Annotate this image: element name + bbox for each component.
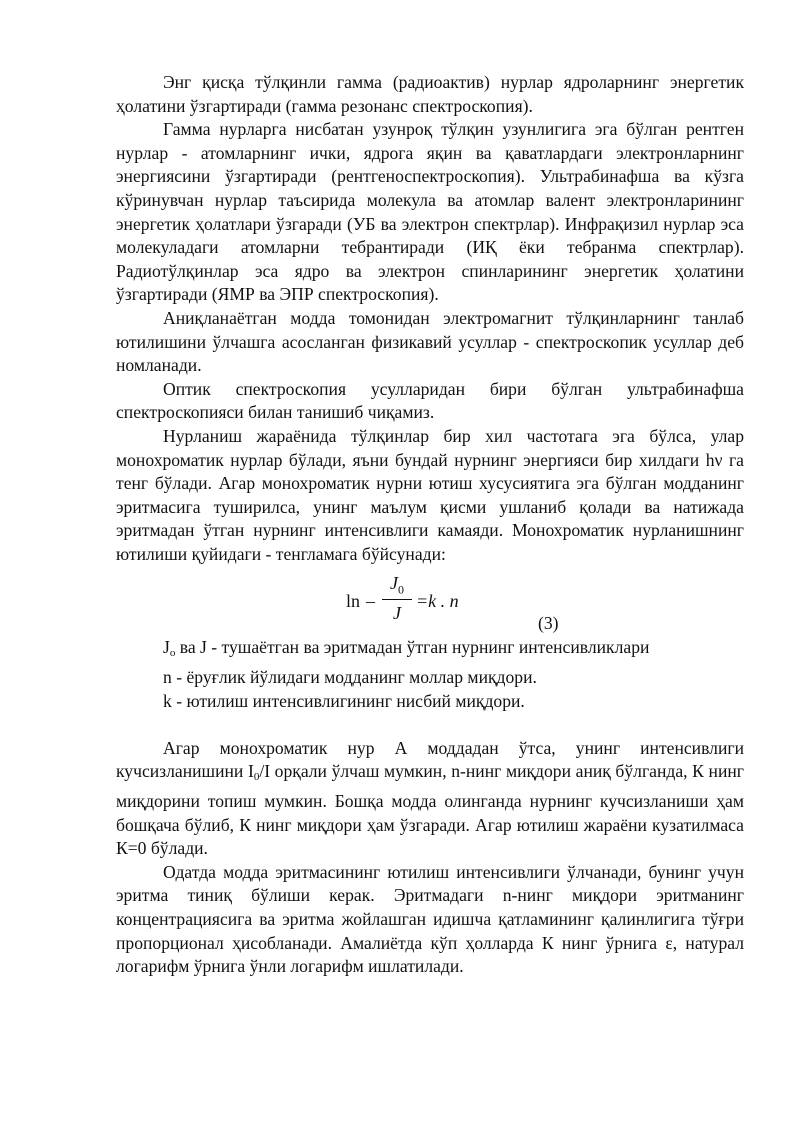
paragraph-gamma: Энг қисқа тўлқинли гамма (радиоактив) нурлар ядроларнинг энергетик ҳолатини ўзгартиради (гамма резонанс спектроскопия). — [116, 72, 744, 116]
formula-minus: – — [366, 591, 375, 612]
definition-j: $J_o$ ва J - тушаётган ва эритмадан ўтган нурнинг интенсивликлари — [163, 637, 650, 660]
formula-rhs: =k . n — [416, 591, 459, 612]
formula-denominator: J — [393, 603, 401, 624]
paragraph-xray: Гамма нурларга нисбатан узунроқ тўлқин узунлигига эга бўлган рентген нурлар - атомларнинг ички, ядрога яқин ва қаватлардаги электронларнинг энергиясини ўзгартиради (рентгеноспектроскопия). Ультрабинафша ва кўзга кўринувчан нурлар таъсирида молекула ва атомлар валент электронларининг энергетик ҳолатлари ўзгаради (УБ ва электрон спектрлар). Инфрақизил нурлар эса молекуладаги атомларни тебрантиради (ИҚ ёки тебранма спектрлар). Радиотўлқинлар эса ядро ва электрон спинларининг энергетик ҳолатини ўзгартиради (ЯМР ва ЭПР спектроскопия). — [116, 119, 744, 305]
formula-ln: ln — [346, 591, 361, 612]
paragraph-attenuation: Агар монохроматик нур А моддадан ўтса, унинг интенсивлиги кучсизланишини $I_0/I$ орқали ўлчаш мумкин, n-нинг миқдори аниқ бўлганда, К нинг миқдорини топиш мумкин. Бошқа модда олинганда нурнинг кучсизланиши ҳам бошқача бўлиб, К нинг миқдори ҳам ўзгаради. Агар ютилиш жараёни кузатилмаса К=0 бўлади. — [116, 737, 744, 859]
paragraph-definition: Аниқланаётган модда томонидан электромагнит тўлқинларнинг танлаб ютилишини ўлчашга асосланган физикавий усуллар - спектроскопик усуллар деб номланади. — [116, 307, 744, 376]
blank-line — [116, 713, 744, 737]
paragraph-measurement: Одатда модда эритмасининг ютилиш интенсивлиги ўлчанади, бунинг учун эритма тиниқ бўлиши керак. Эритмадаги n-нинг миқдори эритманинг концентрациясига ва эритма жойлашган идишча қатламининг қалинлигига тўғри пропорционал ҳисобланади. Амалиётда кўп ҳолларда К нинг ўрнига ε, натурал логарифм ўрнига ўнли логарифм ишлатилади. — [116, 861, 744, 977]
paragraph-uv-intro: Оптик спектроскопия усулларидан бири бўлган ультрабинафша спектроскопияси билан танишиб чиқамиз. — [116, 378, 744, 423]
fraction-bar — [382, 599, 412, 600]
document-page — [116, 71, 744, 979]
equation-number: (3) — [538, 613, 559, 634]
definition-k: k - ютилиш интенсивлигининг нисбий миқдори. — [163, 690, 525, 711]
equation-3 — [116, 566, 744, 636]
definition-n: n - ёруғлик йўлидаги модданинг моллар миқдори. — [163, 667, 537, 688]
formula-numerator: $J_0$ — [390, 573, 404, 598]
paragraph-monochromatic: Нурланиш жараёнида тўлқинлар бир хил частотага эга бўлса, улар монохроматик нурлар бўлади, яъни бундай нурнинг энергияси бир хилдаги hν га тенг бўлади. Агар монохроматик нурни ютиш хусусиятига эга бўлган модданинг эритмасига туширилса, унинг маълум қисми ушланиб қолади ва натижада эритмадан ўтган нурнинг интенсивлиги камаяди. Монохроматик нурланишнинг ютилиши қуйидаги - тенгламага бўйсунади: — [116, 425, 744, 564]
